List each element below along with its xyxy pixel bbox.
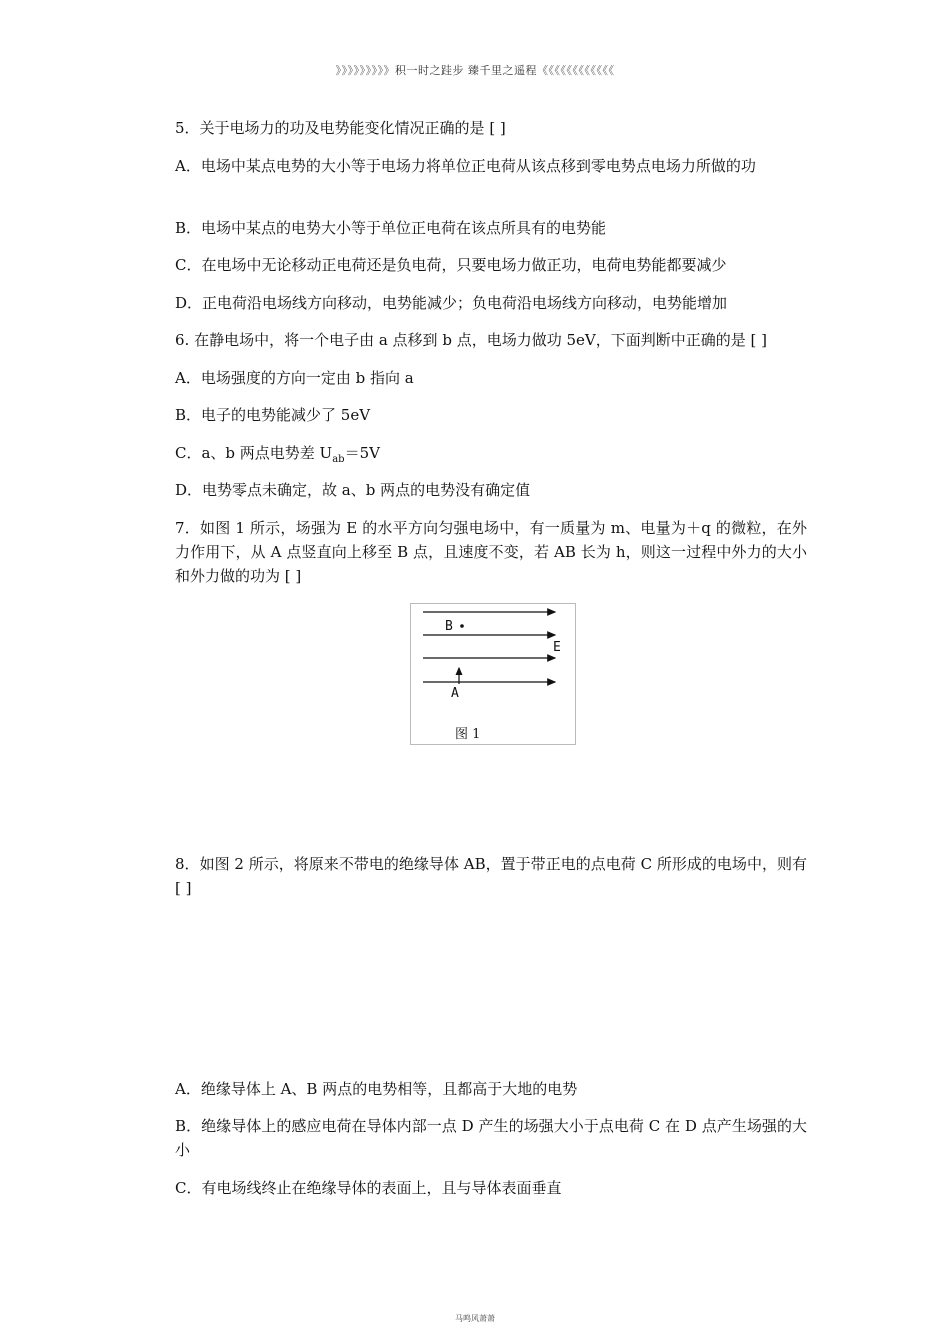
- q6-option-c-sub: ab: [332, 454, 345, 465]
- q7-stem: 7．如图 1 所示，场强为 E 的水平方向匀强电场中，有一质量为 m、电量为＋q 的微粒，在外力作用下，从 A 点竖直向上移至 B 点，且速度不变，若 AB 长为 h，则这一过程中外力的大小和外力做的功为 [ ]: [175, 519, 807, 585]
- label-e: E: [553, 640, 561, 655]
- figure-1-diagram: [411, 604, 575, 744]
- q6-option-a: A．电场强度的方向一定由 b 指向 a: [175, 369, 414, 387]
- q6-option-c-pre: C．a、b 两点电势差 U: [175, 444, 333, 462]
- q5-stem: 5．关于电场力的功及电势能变化情况正确的是 [ ]: [175, 119, 506, 137]
- q5-option-a: A．电场中某点电势的大小等于电场力将单位正电荷从该点移到零电势点电场力所做的功: [175, 157, 756, 175]
- page-footer: 马鸣风萧萧: [455, 1314, 495, 1323]
- q5-option-b: B．电场中某点的电势大小等于单位正电荷在该点所具有的电势能: [175, 219, 607, 237]
- q8-option-b: B．绝缘导体上的感应电荷在导体内部一点 D 产生的场强大小于点电荷 C 在 D 点产生场强的大小: [175, 1117, 807, 1159]
- q6-option-c-post: ＝5V: [344, 444, 380, 462]
- point-b-dot: [460, 624, 464, 628]
- q8-stem: 8．如图 2 所示，将原来不带电的绝缘导体 AB，置于带正电的点电荷 C 所形成的电场中，则有 [ ]: [175, 855, 807, 897]
- q6-option-d: D．电势零点未确定，故 a、b 两点的电势没有确定值: [175, 481, 531, 499]
- q8-option-a: A．绝缘导体上 A、B 两点的电势相等，且都高于大地的电势: [175, 1080, 578, 1098]
- label-b: B: [445, 619, 453, 634]
- figure-1: [410, 603, 576, 745]
- q6-option-c: [145, 441, 807, 472]
- page-header: 》》》》》》》》》积一时之跬步 臻千里之遥程《《《《《《《《《《《《: [335, 64, 615, 77]
- q8-option-c: C．有电场线终止在绝缘导体的表面上，且与导体表面垂直: [175, 1179, 562, 1197]
- q5-option-c: C．在电场中无论移动正电荷还是负电荷，只要电场力做正功，电荷电势能都要减少: [175, 256, 727, 274]
- q6-stem: 6. 在静电场中，将一个电子由 a 点移到 b 点，电场力做功 5eV，下面判断中正确的是 [ ]: [175, 331, 767, 349]
- label-a: A: [451, 686, 459, 701]
- figure-caption: 图 1: [455, 727, 481, 742]
- q5-option-d: D．正电荷沿电场线方向移动，电势能减少；负电荷沿电场线方向移动，电势能增加: [175, 294, 728, 312]
- q6-option-b: B．电子的电势能减少了 5eV: [175, 406, 371, 424]
